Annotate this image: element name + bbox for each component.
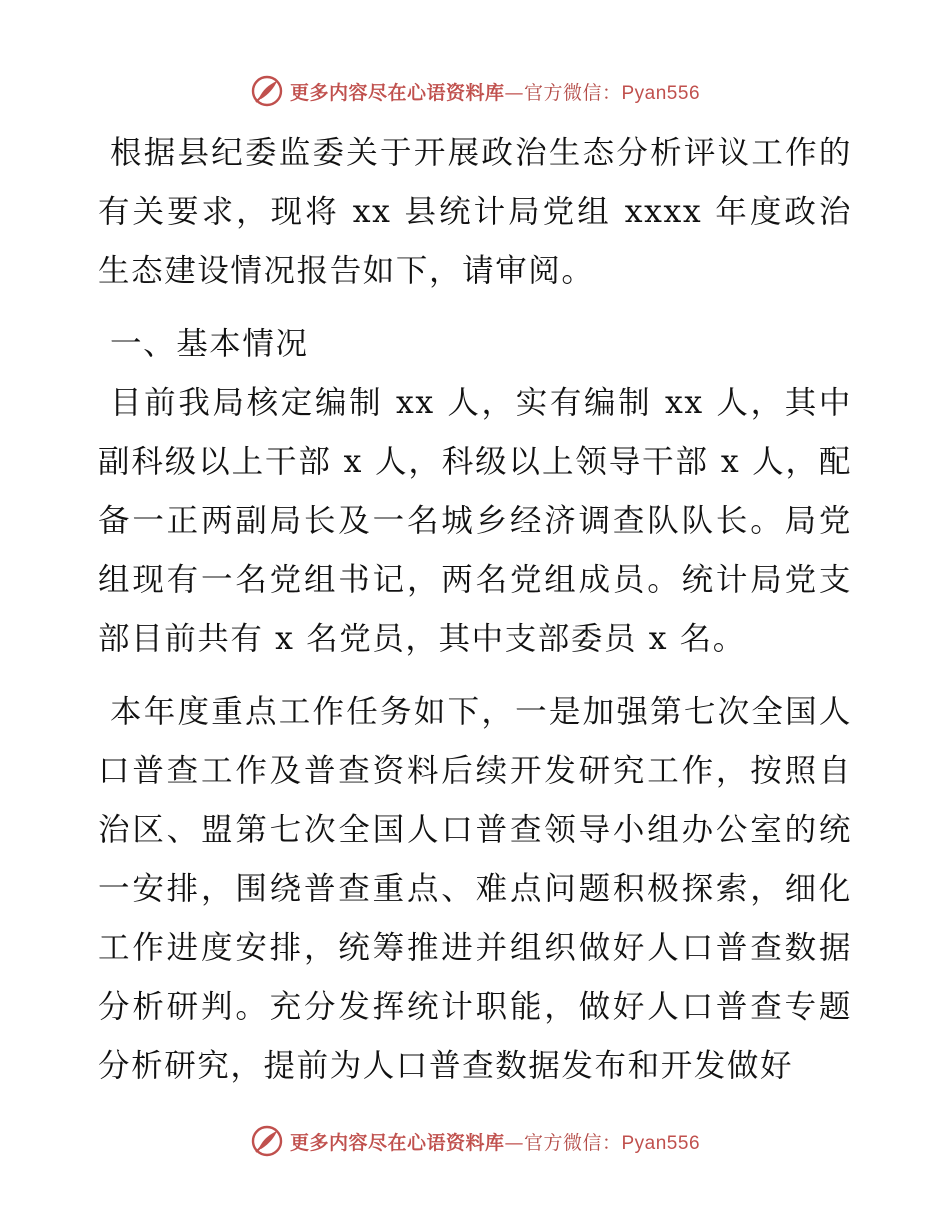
- quill-pen-logo-icon: [250, 1124, 284, 1158]
- watermark-banner-top: [0, 71, 950, 111]
- watermark-brand: 更多内容尽在心语资料库: [289, 81, 505, 104]
- watermark-id: Pyan556: [621, 1132, 701, 1154]
- watermark-banner-bottom: [0, 1121, 950, 1161]
- watermark-id: Pyan556: [621, 82, 701, 104]
- watermark-dash: —: [504, 1131, 524, 1154]
- watermark-brand: 更多内容尽在心语资料库: [289, 1131, 505, 1154]
- intro-paragraph: 根据县纪委监委关于开展政治生态分析评议工作的有关要求，现将 xx 县统计局党组 xxxx 年度政治生态建设情况报告如下，请审阅。: [98, 135, 852, 289]
- quill-pen-logo-icon: [250, 74, 284, 108]
- watermark-text: [290, 1128, 700, 1155]
- document-body: [98, 124, 852, 1096]
- section-heading: 一、基本情况: [110, 326, 309, 362]
- watermark-label: 官方微信：: [523, 1131, 622, 1154]
- body-paragraph-staffing: 目前我局核定编制 xx 人，实有编制 xx 人，其中副科级以上干部 x 人，科级以上领导干部 x 人，配备一正两副局长及一名城乡经济调查队队长。局党组现有一名党组书记，两名党组成员。统计局党支部目前共有 x 名党员，其中支部委员 x 名。: [98, 385, 852, 657]
- watermark-label: 官方微信：: [523, 81, 622, 104]
- watermark-text: [290, 78, 700, 105]
- watermark-dash: —: [504, 81, 524, 104]
- body-paragraph-key-tasks: 本年度重点工作任务如下，一是加强第七次全国人口普查工作及普查资料后续开发研究工作，按照自治区、盟第七次全国人口普查领导小组办公室的统一安排，围绕普查重点、难点问题积极探索，细化工作进度安排，统筹推进并组织做好人口普查数据分析研判。充分发挥统计职能，做好人口普查专题分析研究，提前为人口普查数据发布和开发做好: [98, 694, 852, 1084]
